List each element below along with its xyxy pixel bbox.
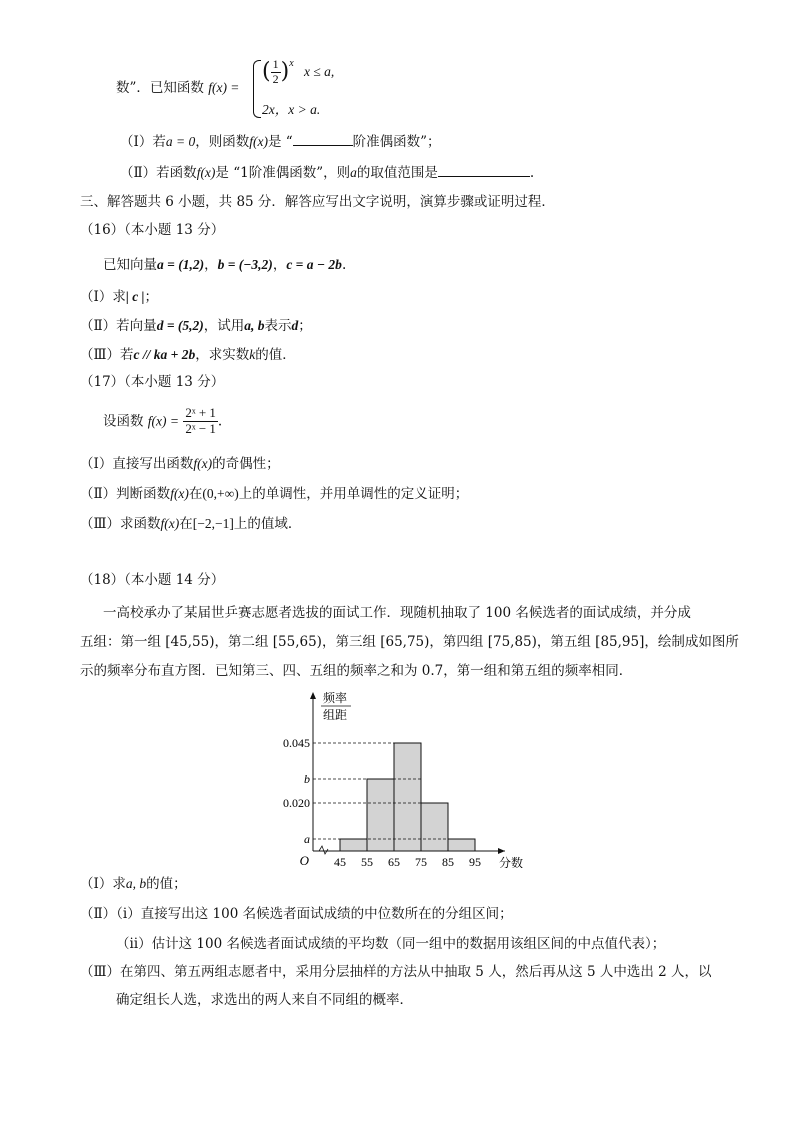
- q16-given: 已知向量a = (1,2)，b = (−3,2)，c = a − 2b.: [103, 257, 347, 273]
- x-tick-label: 45: [334, 855, 346, 868]
- q15-cond1: x ≤ a,: [303, 64, 335, 80]
- q15-exponent: x: [289, 58, 294, 69]
- histogram-bar: [421, 803, 448, 851]
- x-tick-label: 65: [388, 855, 400, 868]
- q15-part2: （Ⅱ）若函数f(x)是 “1阶准偶函数”，则a的取值范围是 .: [120, 165, 535, 181]
- x-tick-label: 95: [469, 855, 481, 868]
- q18-part2-ii: （ⅱ）估计这 100 名候选者面试成绩的平均数（同一组中的数据用该组区间的中点值代表）；: [116, 936, 666, 952]
- q18-part3-line1: （Ⅲ）在第四、第五两组志愿者中，采用分层抽样的方法从中抽取 5 人，然后再从这 5 人中选出 2 人，以: [80, 964, 712, 980]
- x-tick-label: 75: [415, 855, 427, 868]
- y-axis-label-bottom: 组距: [323, 708, 348, 722]
- q16-part3: （Ⅲ）若c // ka + 2b，求实数k的值．: [80, 347, 296, 363]
- q15-piece1: [262, 58, 334, 87]
- x-axis-label: 分数: [499, 856, 524, 868]
- q18-para-line2: 五组：第一组 [45,55)，第二组 [55,65)，第三组 [65,75)，第四组 [75,85)，第五组 [85,95]，绘制成如图所: [80, 634, 739, 650]
- histogram-bar: [367, 779, 394, 851]
- section-title: 三、解答题共 6 小题，共 85 分．解答应写出文字说明，演算步骤或证明过程．: [80, 194, 555, 210]
- q15-def-line: [116, 80, 239, 96]
- q17-part2: （Ⅱ）判断函数f(x)在(0,+∞)上的单调性，并用单调性的定义证明；: [80, 486, 469, 502]
- q16-part2: （Ⅱ）若向量d = (5,2)，试用a, b表示d；: [80, 318, 312, 334]
- histogram-bar: [448, 839, 475, 851]
- q15-lead-word: 数”．已知函数: [116, 80, 204, 96]
- piecewise-brace: [253, 60, 261, 118]
- paren-left: (: [262, 59, 271, 85]
- histogram-bar: [340, 839, 367, 851]
- q17-part3: （Ⅲ）求函数f(x)在[−2,−1]上的值域．: [80, 516, 302, 532]
- y-tick-label: 0.045: [283, 736, 310, 750]
- q18-para-line1: 一高校承办了某届世乒赛志愿者选拔的面试工作．现随机抽取了 100 名候选者的面试成绩，并分成: [103, 605, 691, 621]
- q18-part3-line2: 确定组长人选，求选出的两人来自不同组的概率．: [116, 992, 413, 1008]
- answer-blank-1[interactable]: [293, 133, 353, 146]
- x-tick-label: 55: [361, 855, 373, 868]
- q16-header: （16）（本小题 13 分）: [80, 222, 225, 238]
- y-tick-label: a: [304, 832, 310, 846]
- x-axis-arrow: [498, 848, 505, 854]
- y-axis-arrow: [310, 692, 316, 699]
- q18-part1: （Ⅰ）求a, b的值；: [80, 876, 187, 892]
- paren-right: ): [280, 59, 290, 85]
- q18-header: （18）（本小题 14 分）: [80, 572, 225, 588]
- q17-part1: （Ⅰ）直接写出函数f(x)的奇偶性；: [80, 456, 280, 472]
- half-fraction: $\frac{1}{2}$: [272, 57, 279, 86]
- answer-blank-2[interactable]: [438, 164, 530, 177]
- x-tick-label: 85: [442, 855, 454, 868]
- q15-part1: （Ⅰ）若a = 0，则函数f(x)是 “ 阶准偶函数”；: [120, 134, 441, 150]
- q18-part2-i: （Ⅱ）（ⅰ）直接写出这 100 名候选者面试成绩的中位数所在的分组区间；: [80, 906, 513, 922]
- y-tick-label: 0.020: [283, 796, 310, 810]
- y-tick-label: b: [304, 772, 310, 786]
- q17-fraction: $\frac{\text{2ˣ + 1}}{\text{2ˣ − 1}}$: [185, 405, 216, 436]
- origin-label: O: [299, 853, 309, 868]
- y-axis-label-top: 频率: [323, 691, 348, 705]
- frequency-histogram: [280, 688, 530, 868]
- q18-para-line3: 示的频率分布直方图．已知第三、四、五组的频率之和为 0.7，第一组和第五组的频率相同．: [80, 663, 633, 679]
- axis-break: [319, 846, 328, 854]
- q17-def: 设函数 f(x) = $\frac{\text{2ˣ + 1}}{\text{2ˣ − 1}}$ .: [103, 405, 223, 436]
- q17-header: （17）（本小题 13 分）: [80, 374, 225, 390]
- q16-part1: （Ⅰ）求| c |；: [80, 289, 159, 305]
- q15-piece2: 2x，x > a.: [262, 102, 321, 117]
- histogram-bar: [394, 743, 421, 851]
- q15-fx: f(x) =: [208, 80, 240, 95]
